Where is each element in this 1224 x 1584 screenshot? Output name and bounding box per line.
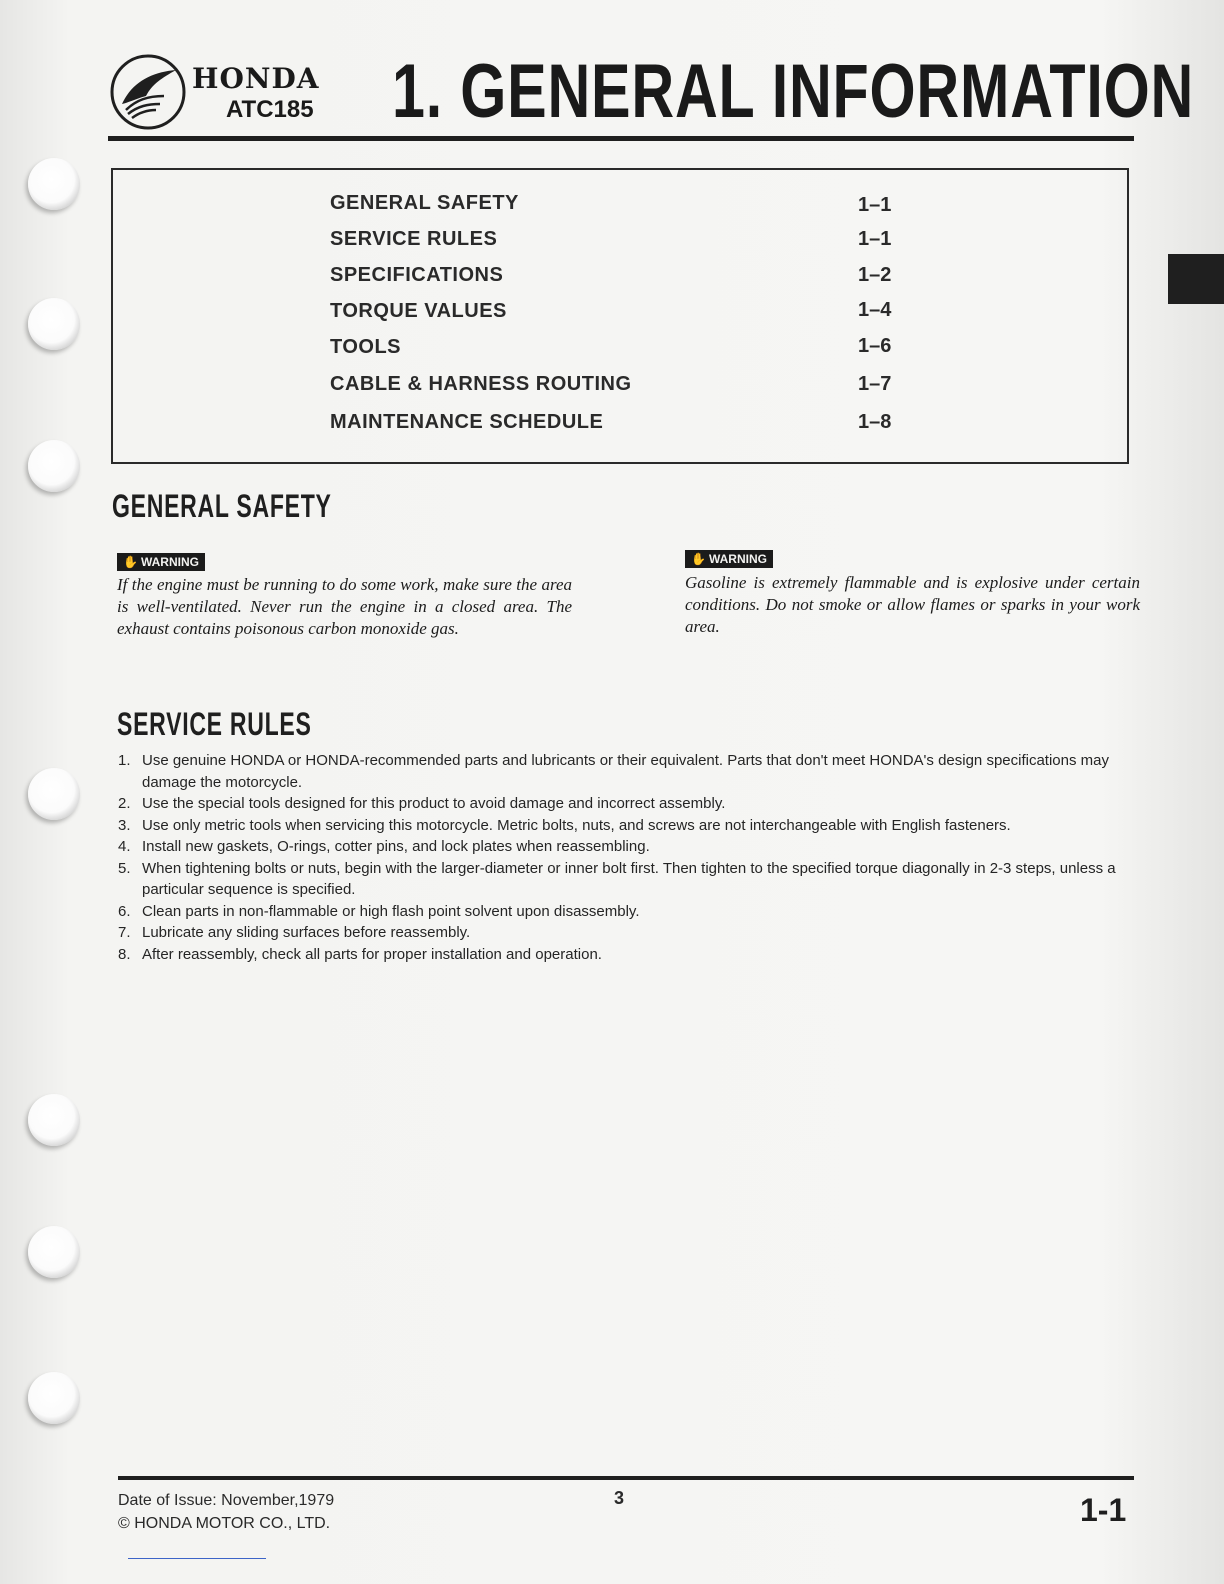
list-item-text: Install new gaskets, O-rings, cotter pins, and lock plates when reassembling.: [142, 838, 650, 855]
list-item-number: 7.: [118, 924, 131, 941]
toc-page-number: 1–8: [858, 411, 892, 433]
punch-hole: [28, 1372, 80, 1424]
warning-badge: [117, 553, 205, 571]
toc-page-number: 1–6: [858, 335, 892, 357]
list-item-text: Use only metric tools when servicing this motorcycle. Metric bolts, nuts, and screws are not interchangeable with English fasteners.: [142, 816, 1011, 834]
punch-hole: [28, 440, 80, 492]
list-item: [118, 858, 1138, 901]
service-rules-list: [118, 750, 1138, 965]
copyright-notice: © HONDA MOTOR CO., LTD.: [118, 1515, 331, 1532]
section-tab-marker: [1168, 254, 1224, 304]
list-item-number: 2.: [118, 795, 131, 812]
toc-page-number: 1–1: [858, 228, 892, 250]
warning-badge-label: WARNING: [140, 555, 199, 569]
chapter-title: 1. GENERAL INFORMATION: [392, 49, 1195, 134]
list-item-text: Use genuine HONDA or HONDA-recommended parts and lubricants or their equivalent. Parts that don't meet HONDA's design specifications may damage the motorcycle.: [142, 752, 1109, 791]
list-item-number: 3.: [118, 816, 131, 834]
list-item-text: When tightening bolts or nuts, begin with the larger-diameter or inner bolt first. Then tighten to the specified torque diagonally in 2-3 steps, unless a particular sequence is specified.: [142, 859, 1116, 898]
footer-rule: [118, 1476, 1134, 1480]
punch-hole: [28, 298, 80, 350]
section-page-number: 1-1: [1080, 1492, 1127, 1528]
date-of-issue: Date of Issue: November,1979: [118, 1492, 335, 1509]
warning-text-ventilation: If the engine must be running to do some work, make sure the area is well-ventilated. Never run the engine in a closed area. The exhaust contains poisonous carbon monoxide gas.: [117, 575, 572, 638]
toc-page-number: 1–2: [858, 264, 892, 286]
warning-badge-label: WARNING: [708, 552, 767, 566]
toc-page-number: 1–1: [858, 194, 892, 216]
punch-hole: [28, 1226, 80, 1278]
list-item-text: After reassembly, check all parts for proper installation and operation.: [142, 945, 602, 963]
warning-hand-icon: ✋: [123, 555, 138, 569]
list-item-number: 1.: [118, 752, 131, 769]
punch-hole: [28, 1094, 80, 1146]
list-item-number: 4.: [118, 838, 131, 855]
brand-name: HONDA: [192, 62, 320, 95]
list-item-number: 6.: [118, 902, 131, 920]
toc-item-cable-harness-routing[interactable]: CABLE & HARNESS ROUTING: [330, 373, 632, 395]
list-item-text: Use the special tools designed for this product to avoid damage and incorrect assembly.: [142, 795, 726, 812]
list-item: [118, 922, 1138, 944]
toc-item-general-safety[interactable]: GENERAL SAFETY: [330, 192, 519, 214]
toc-page-number: 1–7: [858, 373, 892, 395]
toc-page-number: 1–4: [858, 299, 892, 321]
model-name: ATC185: [226, 96, 314, 123]
section-heading-general-safety: GENERAL SAFETY: [112, 488, 332, 524]
list-item: [118, 750, 1138, 793]
warning-badge: [685, 550, 773, 568]
list-item: [118, 815, 1138, 837]
toc-item-torque-values[interactable]: TORQUE VALUES: [330, 300, 507, 322]
list-item-text: Clean parts in non-flammable or high flash point solvent upon disassembly.: [142, 902, 640, 920]
link-underline: [128, 1558, 266, 1559]
list-item-number: 5.: [118, 859, 131, 877]
header-rule: [108, 136, 1134, 141]
punch-hole: [28, 768, 80, 820]
list-item: [118, 793, 1138, 815]
punch-hole: [28, 158, 80, 210]
list-item: [118, 836, 1138, 858]
list-item: [118, 901, 1138, 923]
list-item-number: 8.: [118, 945, 131, 963]
list-item: [118, 944, 1138, 966]
toc-item-maintenance-schedule[interactable]: MAINTENANCE SCHEDULE: [330, 411, 604, 433]
toc-item-specifications[interactable]: SPECIFICATIONS: [330, 264, 504, 286]
toc-item-tools[interactable]: TOOLS: [330, 336, 402, 358]
warning-text-gasoline: Gasoline is extremely flammable and is explosive under certain conditions. Do not smoke or allow flames or sparks in your work area.: [685, 573, 1140, 636]
table-of-contents: [111, 168, 1129, 464]
page-number: 3: [614, 1488, 625, 1508]
warning-hand-icon: ✋: [691, 552, 706, 566]
section-heading-service-rules: SERVICE RULES: [117, 706, 312, 742]
honda-wing-icon: [108, 52, 188, 132]
list-item-text: Lubricate any sliding surfaces before reassembly.: [142, 924, 471, 941]
toc-item-service-rules[interactable]: SERVICE RULES: [330, 228, 498, 250]
